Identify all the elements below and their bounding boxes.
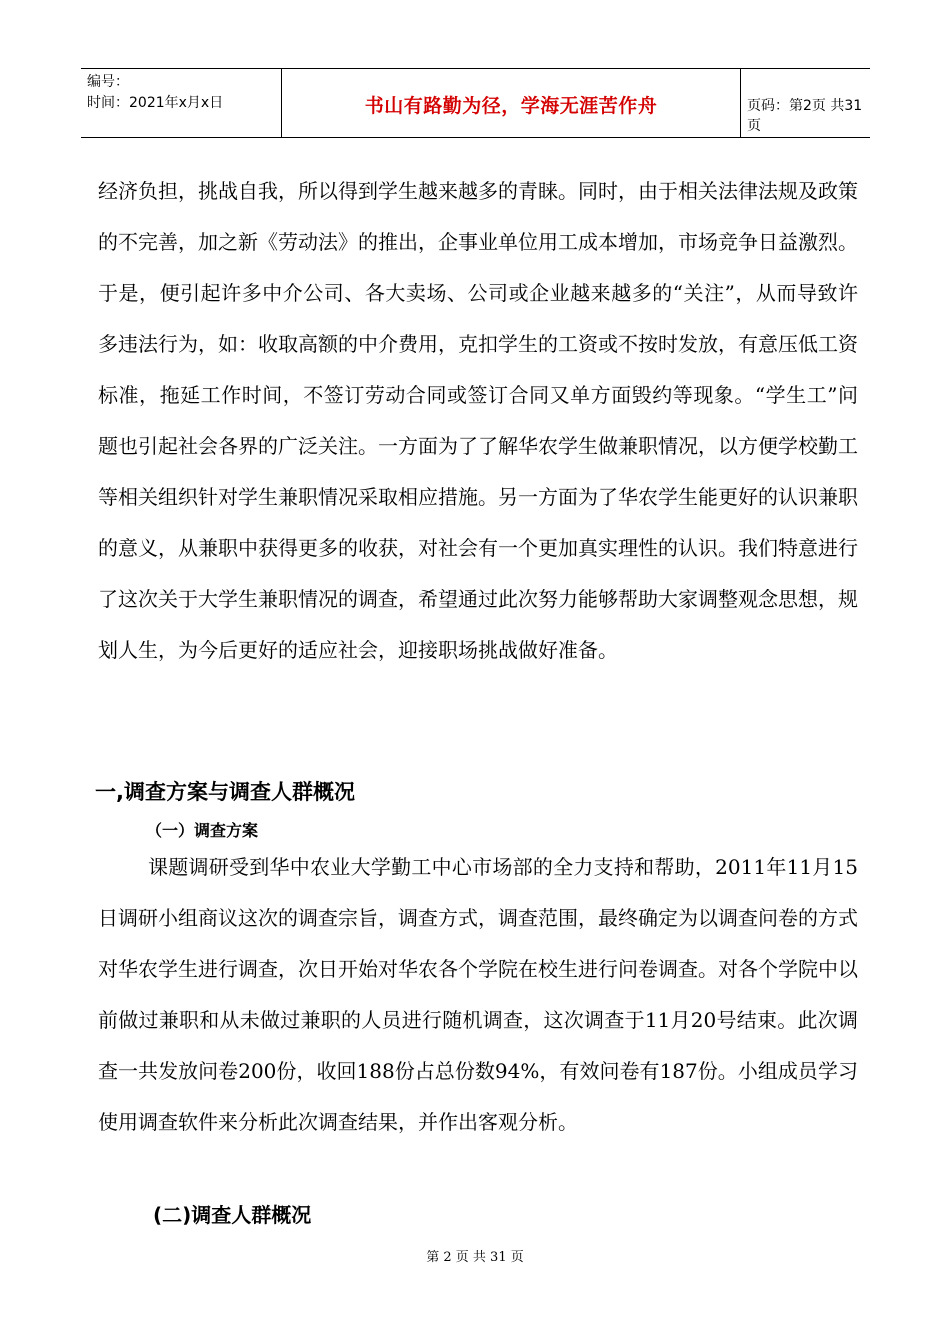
header-page-cell [741, 69, 870, 137]
document-header [81, 68, 870, 138]
header-page-info: 页码：第2页 共31页 [747, 98, 863, 134]
section-1-heading: 一,调查方案与调查人群概况 [95, 780, 355, 804]
intro-paragraph [98, 166, 858, 676]
page-footer: 第 2 页 共 31 页 [426, 1250, 524, 1265]
header-motto: 书山有路勤为径，学海无涯苦作舟 [364, 95, 658, 117]
section-1-paragraph [98, 842, 858, 1148]
subsection-1-heading: （一）调查方案 [146, 821, 259, 840]
header-meta-cell [81, 69, 282, 137]
intro-paragraph-text: 经济负担，挑战自我，所以得到学生越来越多的青睐。同时，由于相关法律法规及政策的不完善，加之新《劳动法》的推出，企事业单位用工成本增加，市场竞争日益激烈。于是，便引起许多中介公司、各大卖场、公司或企业越来越多的“关注”，从而导致许多违法行为，如：收取高额的中介费用，克扣学生的工资或不按时发放，有意压低工资标准，拖延工作时间，不签订劳动合同或签订合同又单方面毁约等现象。“学生工”问题也引起社会各界的广泛关注。一方面为了了解华农学生做兼职情况，以方便学校勤工等相关组织针对学生兼职情况采取相应措施。另一方面为了华农学生能更好的认识兼职的意义，从兼职中获得更多的收获，对社会有一个更加真实理性的认识。我们特意进行了这次关于大学生兼职情况的调查，希望通过此次努力能够帮助大家调整观念思想，规划人生，为今后更好的适应社会，迎接职场挑战做好准备。 [98, 179, 858, 662]
subsection-2-heading: (二)调查人群概况 [153, 1203, 312, 1227]
document-number-label: 编号： [87, 74, 129, 90]
section-1-paragraph-text: 课题调研受到华中农业大学勤工中心市场部的全力支持和帮助，2011年11月15日调研小组商议这次的调查宗旨，调查方式，调查范围，最终确定为以调查问卷的方式对华农学生进行调查，次日开始对华农各个学院在校生进行问卷调查。对各个学院中以前做过兼职和从未做过兼职的人员进行随机调查，这次调查于11月20号结束。此次调查一共发放问卷200份，收回188份占总份数94%，有效问卷有187份。小组成员学习使用调查软件来分析此次调查结果，并作出客观分析。 [98, 855, 858, 1134]
document-date: 时间：2021年x月x日 [87, 95, 224, 111]
header-motto-cell [282, 69, 741, 137]
